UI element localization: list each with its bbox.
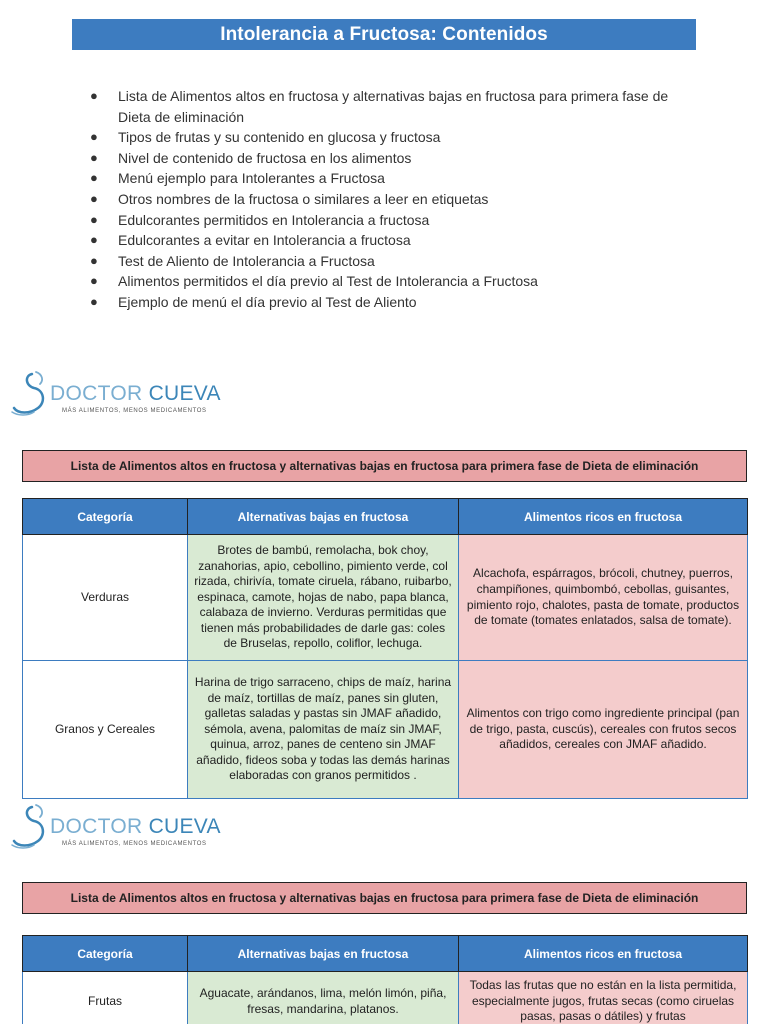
bullet-icon: ● xyxy=(90,211,98,227)
low-fructose-cell: Harina de trigo sarraceno, chips de maíz, harina de maíz, tortillas de maíz, panes sin gluten, galletas saladas y pastas sin JMAF añadido, sémola, avena, palomitas de maíz sin JMAF, quinua, arroz, panes de centeno sin JMAF añadido, fideos soba y todas las demás harinas elaboradas con granos permitidos . xyxy=(188,661,459,799)
high-fructose-cell: Alimentos con trigo como ingrediente principal (pan de trigo, pasta, cuscús), cereales con frutos secos añadidos, cereales con JMAF añadido. xyxy=(459,661,748,799)
low-fructose-cell: Brotes de bambú, remolacha, bok choy, zanahorias, apio, cebollino, pimiento verde, col rizada, chirivía, tomate ciruela, rábano, ruibarbo, espinaca, camote, hojas de nabo, papa blanca, calabaza de invierno. Verduras permitidas que tienen más probabilidades de darle gas: coles de Bruselas, repollo, coliflor, lechuga. xyxy=(188,535,459,661)
low-fructose-cell: Aguacate, arándanos, lima, melón limón, piña, fresas, mandarina, platanos. xyxy=(188,972,459,1024)
logo-tagline: MÁS ALIMENTOS, MENOS MEDICAMENTOS xyxy=(62,408,207,414)
bullet-icon: ● xyxy=(90,252,98,268)
header-high-fructose: Alimentos ricos en fructosa xyxy=(459,499,748,535)
high-fructose-cell: Alcachofa, espárragos, brócoli, chutney, puerros, champiñones, quimbombó, cebollas, guisantes, pimiento rojo, chalotes, pasta de tomate, productos de tomate (tomates enlatados, salsa de tomate). xyxy=(459,535,748,661)
list-item: ● Ejemplo de menú el día previo al Test de Aliento xyxy=(90,292,700,313)
bullet-icon: ● xyxy=(90,149,98,165)
list-item: ● Otros nombres de la fructosa o similares a leer en etiquetas xyxy=(90,189,700,210)
list-item: ● Edulcorantes a evitar en Intolerancia a fructosa xyxy=(90,230,700,251)
page-title: Intolerancia a Fructosa: Contenidos xyxy=(72,19,696,50)
bullet-icon: ● xyxy=(90,190,98,206)
high-fructose-cell: Todas las frutas que no están en la lista permitida, especialmente jugos, frutas secas (como ciruelas pasas, pasas o dátiles) y frutas xyxy=(459,972,748,1024)
table-row xyxy=(23,972,748,1024)
logo-name-2: CUEVA xyxy=(148,815,221,838)
bullet-icon: ● xyxy=(90,273,98,289)
header-low-fructose: Alternativas bajas en fructosa xyxy=(188,499,459,535)
bullet-icon: ● xyxy=(90,88,98,103)
doctor-cueva-logo xyxy=(10,370,240,422)
list-item: ● Test de Aliento de Intolerancia a Fructosa xyxy=(90,251,700,272)
category-cell: Verduras xyxy=(23,535,188,661)
food-table xyxy=(22,498,748,799)
contents-list xyxy=(90,86,700,313)
section-banner: Lista de Alimentos altos en fructosa y alternativas bajas en fructosa para primera fase de Dieta de eliminación xyxy=(22,450,747,482)
logo-tagline: MÁS ALIMENTOS, MENOS MEDICAMENTOS xyxy=(62,841,207,847)
header-category: Categoría xyxy=(23,499,188,535)
section-banner: Lista de Alimentos altos en fructosa y alternativas bajas en fructosa para primera fase de Dieta de eliminación xyxy=(22,882,747,914)
doctor-cueva-logo xyxy=(10,803,240,855)
list-item: ● Tipos de frutas y su contenido en glucosa y fructosa xyxy=(90,127,700,148)
list-item: ● Lista de Alimentos altos en fructosa y alternativas bajas en fructosa para primera fase de Dieta de eliminación xyxy=(90,88,669,125)
stomach-logo-icon xyxy=(10,370,54,418)
header-low-fructose: Alternativas bajas en fructosa xyxy=(188,936,459,972)
list-item: ● Edulcorantes permitidos en Intolerancia a fructosa xyxy=(90,210,700,231)
list-item: ● Nivel de contenido de fructosa en los alimentos xyxy=(90,148,700,169)
header-high-fructose: Alimentos ricos en fructosa xyxy=(459,936,748,972)
bullet-icon: ● xyxy=(90,232,98,248)
header-category: Categoría xyxy=(23,936,188,972)
bullet-icon: ● xyxy=(90,129,98,145)
category-cell: Granos y Cereales xyxy=(23,661,188,799)
table-row xyxy=(23,535,748,661)
food-table xyxy=(22,935,748,1024)
logo-name-2: CUEVA xyxy=(148,382,221,405)
list-item: ● Alimentos permitidos el día previo al Test de Intolerancia a Fructosa xyxy=(90,271,700,292)
list-item: ● Menú ejemplo para Intolerantes a Fructosa xyxy=(90,168,700,189)
table-row xyxy=(23,661,748,799)
bullet-icon: ● xyxy=(90,170,98,186)
logo-name-1: DOCTOR xyxy=(50,382,143,405)
category-cell: Frutas xyxy=(23,972,188,1024)
bullet-icon: ● xyxy=(90,293,98,309)
logo-name-1: DOCTOR xyxy=(50,815,143,838)
stomach-logo-icon xyxy=(10,803,54,851)
